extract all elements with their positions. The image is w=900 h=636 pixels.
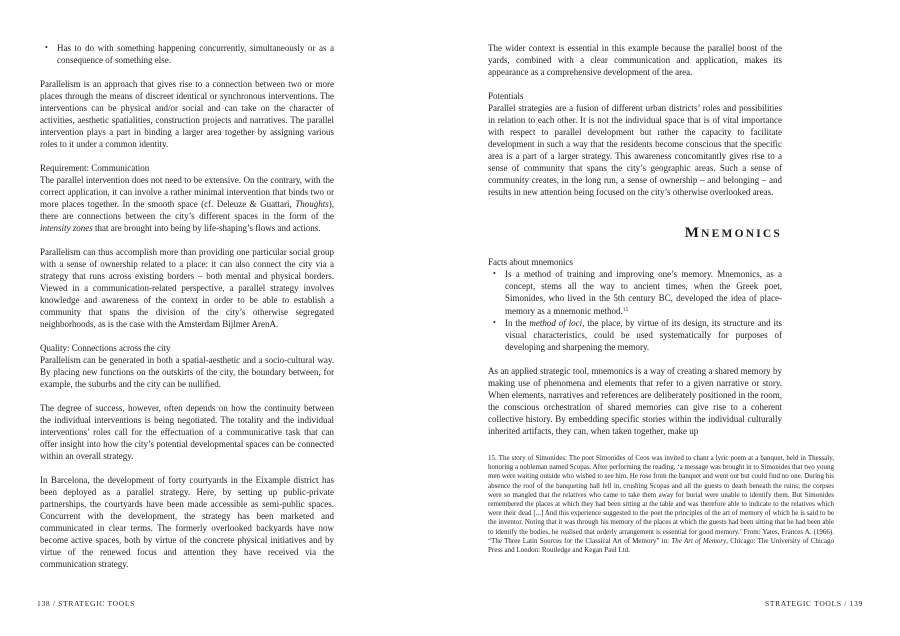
paragraph-degree-of-success: The degree of success, however, often depends on how the continuity between the individual interventions is being negotiated. The totality and the individual interventions’ roles call for the effectuation of a communicative task that can offer insight into how the city’s potential developmental spaces can be connected within an overall strategy. — [40, 403, 334, 461]
list-item-text: Has to do with something happening concurrently, simultaneously or as a consequence of something else. — [57, 43, 334, 65]
paragraph-accomplish: Parallelism can thus accomplish more than providing one particular social group with a sense of ownership related to a place: it can also connect the city via a strategy that runs across existing borders – both mental and physical borders. Viewed in a communication-related perspective, a parallel strategy involves knowledge and awareness of the context in order to be able to establish a community that spans the division of the city’s otherwise segregated neighborhoods, as is the case with the Amsterdam Bijlmer ArenA. — [40, 247, 334, 329]
footnote-segment: 15. The story of Simonides: The poet Simonides of Ceos was invited to chant a lyric poem at a banquet, held in Thessaly, honoring a nobleman named Scopas. After performing the reading, ‘a message was brought in to Simonides that two young men were waiting outside who wished to see him. He rose from the banquet and went out but could find no one. During his absence the roof of the banqueting hall fell in, crushing Scopas and all the guests to death beneath the ruins; the corpses were so mangled that the relatives who came to take them away for burial were unable to identify them. But Simonides remembered the places at which they had been sitting at the table and was therefore able to indicate to the relatives which were their dead [...] And this experience suggested to the poet the principles of the art of memory of which he is said to be the inventor. Noting that it was through his memory of the places at which the guests had been sitting that he had been able to identify the bodies, he realised that orderly arrangement is essential for good memory.’ From: Yates, Frances A. (1966). “The Three Latin Sources for the Classical Art of Memory” in: — [488, 454, 834, 545]
subheading-quality: Quality: Connections across the city — [40, 343, 171, 353]
italic-term: Thoughts — [295, 199, 329, 209]
italic-term: method of loci — [529, 318, 583, 328]
footnote-simonides — [488, 454, 834, 555]
footnote-segment: , Chicago: The University of Chicago Press and London: Routledge and Kegan Paul Ltd. — [488, 536, 835, 555]
paragraph-potentials: Parallel strategies are a fusion of different urban districts’ roles and possibilities in relation to each other. It is not the individual space that is of vital importance with respect to parallel development but rather the capacity to facilitate development in such a way that the residents become conscious that the specific area is a part of a larger strategy. This awareness concomitantly gives rise to a sense of community that spans the city’s geographic areas. Such a sense of community creates, in the long run, a sense of ownership – and belonging – and results in new attention being focused on the city’s otherwise overlooked areas. — [488, 103, 782, 197]
subheading-potentials: Potentials — [488, 91, 524, 101]
paragraph-quality: Parallelism can be generated in both a spatial-aesthetic and a socio-cultural way. By placing new functions on the outskirts of the city, the boundary between, for example, the suburbs and the city can be nullified. — [40, 355, 334, 389]
page-footer-left: 138 / STRATEGIC TOOLS — [37, 599, 135, 608]
list-item-text: In the — [505, 318, 530, 328]
list-item-text: Is a method of training and improving one’s memory. Mnemonics, as a concept, stems all the way to ancient times, when the Greek poet, Simonides, who lived in the 5th century BC, developed the idea of place-memory as a mnemonic method. — [505, 269, 782, 316]
subheading-facts-about-mnemonics: Facts about mnemonics — [488, 257, 573, 267]
list-item — [488, 317, 782, 353]
list-item-text: , the place, by virtue of its design, its structure and its visual characteristics, could be used systematically for purposes of developing and sharpening the memory. — [505, 318, 783, 352]
subheading-requirement: Requirement: Communication — [40, 163, 150, 173]
list-item — [488, 268, 782, 317]
footnote-book-title: The Art of Memory — [671, 536, 727, 545]
bullet-icon: • — [493, 269, 496, 278]
paragraph-segment: that are brought into being by life-shaping’s flows and actions. — [92, 223, 321, 233]
left-page-text-column — [40, 42, 334, 582]
bullet-icon: • — [45, 43, 48, 52]
paragraph-parallelism-intro: Parallelism is an approach that gives rise to a connection between two or more places through the means of discreet identical or synchronous interventions. The interventions can be physical and/or social and can take on the character of activities, aesthetic spatialities, construction projects and narratives. The parallel intervention plays a part in binding a larger area together by assigning various roles to it under a common identity. — [40, 79, 334, 149]
paragraph-applied-strategic-tool: As an applied strategic tool, mnemonics is a way of creating a shared memory by making use of phenomena and elements that refer to a given narrative or story. When elements, narratives and references are deliberately positioned in the room, the conscious orchestration of shared memories can give rise to a coherent collective history. By embedding specific stories within the individual culturally inherited artifacts, they can, when taken together, make up — [488, 366, 782, 436]
paragraph-segment: ), there are connections between the city’s different spaces in the form of the — [40, 199, 334, 221]
italic-term: intensity zones — [40, 223, 93, 233]
paragraph-requirement — [40, 174, 334, 234]
left-bullet-list — [40, 42, 334, 66]
bullet-icon: • — [493, 318, 496, 327]
footnote-reference: 15 — [622, 307, 629, 313]
mnemonics-fact-list — [488, 268, 782, 353]
list-item — [40, 42, 334, 66]
right-page-text-column — [488, 42, 835, 555]
section-title-mnemonics: MNEMONICS — [684, 225, 782, 241]
paragraph-segment: The parallel intervention does not need to be extensive. On the contrary, with the correct application, it can involve a rather minimal intervention that binds two or more places together. In the smooth space (cf. Deleuze & Guattari, — [40, 175, 334, 209]
page-footer-right: STRATEGIC TOOLS / 139 — [765, 599, 863, 608]
paragraph-barcelona: In Barcelona, the development of forty courtyards in the Eixample district has been deployed as a parallel strategy. Here, by setting up public-private partnerships, the courtyards have been made accessible as semi-public spaces. Concurrent with the development, the strategy has been marketed and communicated in clear terms. The formerly overlooked backyards have now become active spaces, both by virtue of the concrete physical initiatives and by virtue of the renewed focus and attention they have received via the communication strategy. — [40, 475, 334, 569]
paragraph-wider-context: The wider context is essential in this example because the parallel boost of the yards, combined with a clear communication and application, makes its appearance as a comprehensive development of the area. — [488, 43, 782, 77]
